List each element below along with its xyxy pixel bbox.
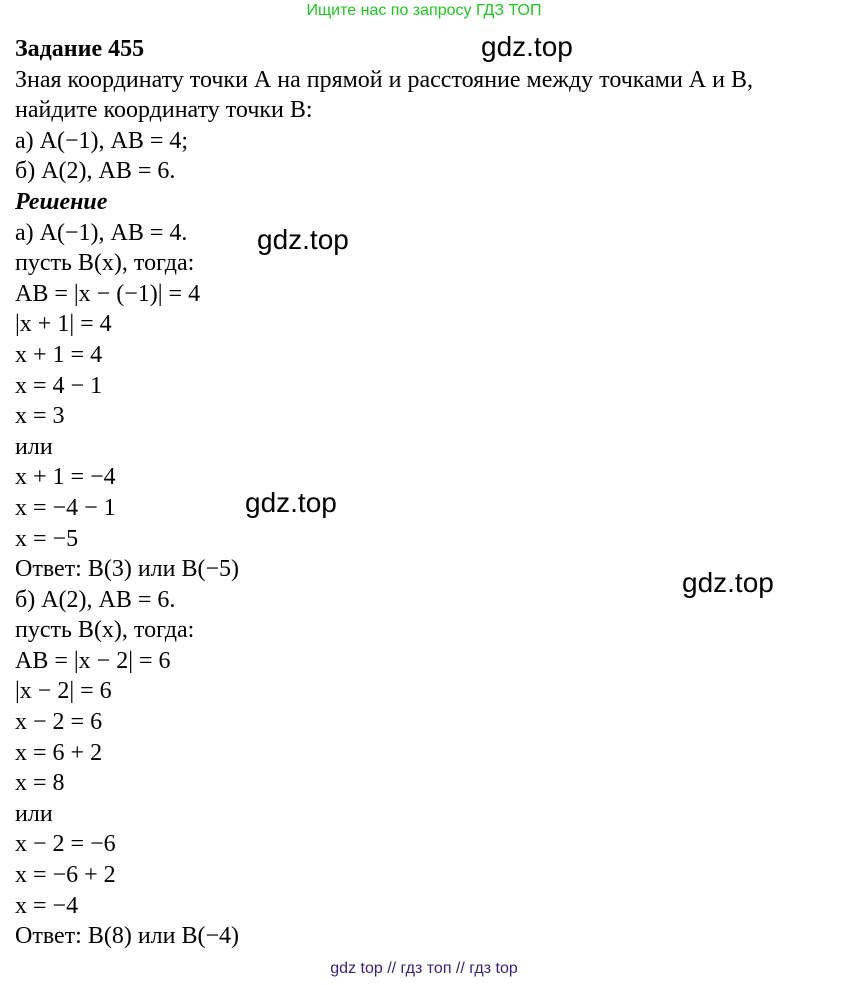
solution-line: АВ = |x − (−1)| = 4 bbox=[15, 280, 201, 307]
solution-line: x = 6 + 2 bbox=[15, 739, 103, 766]
solution-line: x = 3 bbox=[15, 403, 65, 430]
footer-text: gdz top // гдз топ // гдз top bbox=[330, 960, 518, 977]
top-banner: Ищите нас по запросу ГДЗ ТОП bbox=[306, 2, 542, 19]
watermark: gdz.top bbox=[245, 487, 337, 518]
solution-line: x = 4 − 1 bbox=[15, 372, 103, 399]
task-statement-line: Зная координату точки А на прямой и расстояние между точками А и В, bbox=[15, 66, 753, 93]
solution-line: или bbox=[15, 433, 53, 460]
solution-line: б) А(2), АВ = 6. bbox=[15, 586, 176, 613]
solution-line: пусть В(x), тогда: bbox=[15, 617, 195, 644]
solution-line: а) А(−1), АВ = 4. bbox=[15, 219, 188, 246]
solution-line: x = −4 − 1 bbox=[15, 494, 116, 521]
solution-line: или bbox=[15, 800, 53, 827]
solution-line: |x − 2| = 6 bbox=[15, 678, 112, 705]
solution-line: пусть В(x), тогда: bbox=[15, 250, 195, 277]
watermark: gdz.top bbox=[257, 224, 349, 255]
solution-line: x = −4 bbox=[15, 892, 79, 919]
watermark: gdz.top bbox=[481, 31, 573, 62]
solution-line: x = −6 + 2 bbox=[15, 862, 116, 889]
solution-line: |x + 1| = 4 bbox=[15, 311, 112, 338]
solution-line: x − 2 = 6 bbox=[15, 709, 103, 736]
solution-line: x = −5 bbox=[15, 525, 79, 552]
solution-line: x + 1 = −4 bbox=[15, 464, 116, 491]
task-title: Задание 455 bbox=[15, 36, 145, 62]
solution-line: x + 1 = 4 bbox=[15, 341, 103, 368]
watermark: gdz.top bbox=[682, 567, 774, 598]
solution-line: x − 2 = −6 bbox=[15, 831, 116, 858]
task-content bbox=[15, 34, 845, 952]
task-statement-line: а) А(−1), АВ = 4; bbox=[15, 127, 189, 154]
answer-line-b: Ответ: В(8) или В(−4) bbox=[15, 923, 240, 950]
answer-line-a: Ответ: В(3) или В(−5) bbox=[15, 556, 240, 583]
solution-heading: Решение bbox=[15, 188, 108, 215]
task-statement-line: б) А(2), АВ = 6. bbox=[15, 158, 176, 185]
task-statement-line: найдите координату точки В: bbox=[15, 97, 313, 124]
solution-line: x = 8 bbox=[15, 770, 65, 797]
solution-line: АВ = |x − 2| = 6 bbox=[15, 647, 171, 674]
